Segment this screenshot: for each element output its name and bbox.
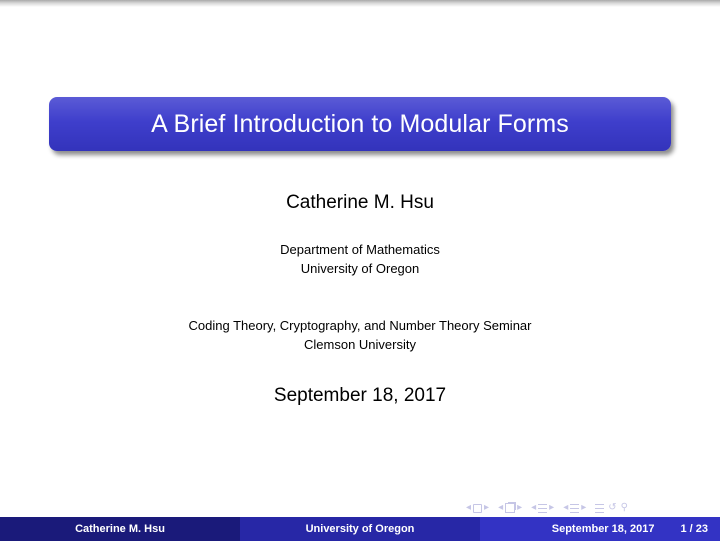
subsection-icon[interactable] bbox=[505, 503, 515, 513]
footer-author-cell bbox=[0, 517, 240, 541]
footer-bar bbox=[0, 517, 720, 541]
subsection-prev-icon[interactable]: ◂ bbox=[498, 502, 504, 513]
section-next-icon[interactable]: ▸ bbox=[549, 502, 555, 513]
event-name: Coding Theory, Cryptography, and Number Theory Seminar bbox=[188, 318, 532, 333]
university-name: University of Oregon bbox=[300, 261, 420, 276]
document-prev-icon[interactable]: ◂ bbox=[563, 502, 569, 513]
frame-box-icon[interactable] bbox=[473, 504, 482, 513]
footer-author: Catherine M. Hsu bbox=[75, 523, 165, 535]
document-next-icon[interactable]: ▸ bbox=[581, 502, 587, 513]
footer-institution-cell bbox=[240, 517, 480, 541]
title-banner bbox=[49, 97, 671, 151]
search-icon[interactable]: ⚲ bbox=[620, 502, 628, 513]
presentation-date: September 18, 2017 bbox=[273, 385, 447, 406]
slide-title: A Brief Introduction to Modular Forms bbox=[151, 109, 569, 138]
page-number: 1 / 23 bbox=[680, 523, 708, 535]
event-location: Clemson University bbox=[304, 337, 416, 352]
beamer-navigation-bar bbox=[466, 500, 716, 516]
author-name: Catherine M. Hsu bbox=[286, 192, 434, 213]
frame-nav-group bbox=[466, 503, 489, 513]
frame-prev-icon[interactable]: ◂ bbox=[466, 502, 472, 513]
align-icon[interactable] bbox=[595, 504, 604, 513]
document-nav-group bbox=[563, 503, 586, 513]
subsection-next-icon[interactable]: ▸ bbox=[517, 502, 523, 513]
footer-institution: University of Oregon bbox=[305, 523, 415, 535]
footer-date-cell bbox=[480, 517, 720, 541]
frame-next-icon[interactable]: ▸ bbox=[484, 502, 490, 513]
department-name: Department of Mathematics bbox=[280, 242, 440, 257]
section-icon[interactable] bbox=[538, 504, 547, 513]
footer-date: September 18, 2017 bbox=[551, 523, 655, 535]
top-shadow-bar bbox=[0, 0, 720, 7]
subsection-nav-group bbox=[498, 503, 522, 513]
section-nav-group bbox=[531, 503, 554, 513]
undo-icon[interactable]: ↺ bbox=[608, 502, 617, 513]
document-icon[interactable] bbox=[570, 504, 579, 513]
section-prev-icon[interactable]: ◂ bbox=[531, 502, 537, 513]
